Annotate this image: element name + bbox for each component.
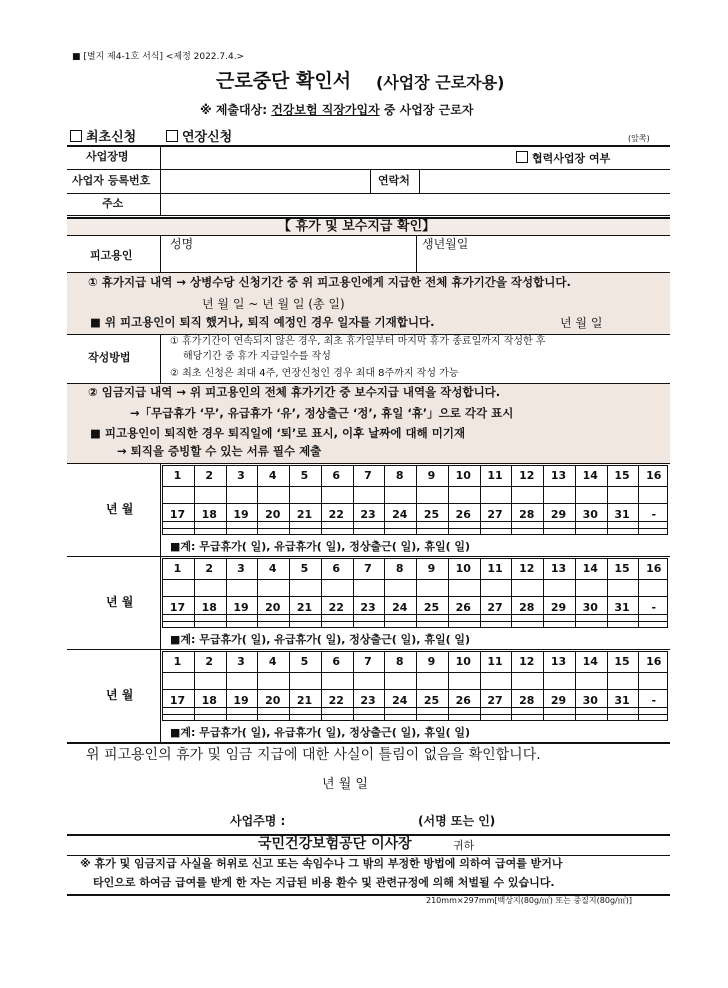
divider (162, 614, 668, 615)
divider (67, 169, 670, 170)
calendar-day-cell[interactable]: 1 (173, 562, 182, 575)
calendar-day-cell[interactable]: 14 (582, 562, 598, 575)
warning-line-2: 타인으로 하여금 급여를 받게 한 자는 지급된 비용 환수 및 관련규정에 의해 처벌될 수 있습니다. (93, 876, 555, 889)
divider (162, 621, 668, 622)
sign-label[interactable]: (서명 또는 인) (418, 814, 496, 828)
calendar-day-cell[interactable]: 16 (646, 469, 662, 482)
address-field[interactable] (162, 195, 668, 213)
divider (162, 689, 668, 690)
method-2: ② 최초 신청은 최대 4주, 연장신청인 경우 최대 8주까지 작성 가능 (170, 368, 459, 379)
calendar-day-cell[interactable]: 28 (519, 508, 535, 521)
divider (162, 707, 668, 708)
owner-name-field[interactable] (300, 812, 410, 830)
divider (67, 649, 670, 650)
calendar-day-cell[interactable]: 26 (455, 508, 471, 521)
divider (162, 596, 668, 597)
partner-checkbox[interactable] (516, 151, 528, 163)
confirm-statement: 위 피고용인의 휴가 및 임금 지급에 대한 사실이 틀림이 없음을 확인합니다. (86, 747, 541, 763)
calendar-day-cell[interactable]: 27 (487, 694, 503, 707)
calendar-day-cell[interactable]: 25 (423, 601, 440, 614)
calendar-day-cell[interactable]: - (651, 601, 657, 614)
calendar-day-cell[interactable]: 2 (205, 655, 214, 668)
calendar-day-cell[interactable]: 12 (519, 469, 535, 482)
workplace-name-field[interactable] (162, 147, 502, 167)
calendar-day-cell[interactable]: 13 (550, 562, 567, 575)
divider (162, 486, 668, 487)
calendar-day-cell[interactable]: 20 (265, 508, 281, 521)
calendar-day-cell[interactable]: 13 (550, 655, 567, 668)
calendar-day-cell[interactable]: 9 (427, 655, 436, 668)
target-note (200, 104, 473, 116)
calendar-month-label[interactable]: 년 월 (106, 502, 134, 516)
calendar-day-cell[interactable]: - (651, 694, 657, 707)
method-label: 작성방법 (88, 351, 131, 364)
calendar-day-cell[interactable]: 8 (395, 655, 404, 668)
vacation-period[interactable]: 년 월 일 ~ 년 월 일 (총 일) (202, 297, 345, 311)
first-apply-checkbox[interactable] (70, 130, 82, 142)
divider (160, 556, 161, 649)
calendar-day-cell[interactable]: 31 (614, 508, 630, 521)
divider (416, 235, 417, 272)
page-title-sub: (사업장 근로자용) (376, 73, 505, 92)
calendar-day-cell[interactable]: 17 (169, 508, 186, 521)
calendar-day-cell[interactable]: 20 (265, 694, 281, 707)
calendar-day-cell[interactable]: 10 (455, 562, 471, 575)
calendar-day-cell[interactable]: 11 (487, 469, 503, 482)
calendar-day-cell[interactable]: 19 (233, 601, 249, 614)
divider (162, 672, 668, 673)
calendar-day-cell[interactable]: 21 (296, 694, 313, 707)
calendar-month-label[interactable]: 년 월 (106, 595, 134, 609)
recipient-suffix: 귀하 (453, 839, 475, 852)
divider (162, 714, 668, 715)
calendar-day-cell[interactable]: 18 (201, 694, 217, 707)
workplace-name-label: 사업장명 (86, 150, 129, 163)
method-1a: ① 휴가기간이 연속되지 않은 경우, 최초 휴가일부터 마지막 휴가 종료일까지 작성한 후 (170, 336, 546, 347)
calendar-day-cell[interactable]: 30 (582, 601, 598, 614)
divider (67, 215, 670, 216)
divider (160, 235, 161, 272)
calendar-day-cell[interactable]: 24 (392, 508, 408, 521)
calendar-day-cell[interactable]: 16 (646, 562, 662, 575)
calendar-day-cell[interactable]: 3 (237, 469, 245, 482)
calendar-day-cell[interactable]: 27 (487, 508, 503, 521)
calendar-day-cell[interactable]: 1 (173, 469, 182, 482)
divider (160, 649, 161, 742)
calendar-day-cell[interactable]: 4 (268, 562, 277, 575)
calendar-day-cell[interactable]: 5 (300, 469, 309, 482)
calendar-day-cell[interactable]: 14 (582, 469, 598, 482)
calendar-day-cell[interactable]: 6 (332, 469, 341, 482)
calendar-day-cell[interactable]: 29 (550, 508, 567, 521)
part2-proof-note: → 퇴직을 증빙할 수 있는 서류 필수 제출 (117, 444, 322, 458)
calendar-day-cell[interactable]: 12 (519, 562, 535, 575)
calendar-day-cell[interactable]: 21 (296, 508, 313, 521)
calendar-day-cell[interactable]: 4 (268, 469, 277, 482)
calendar-day-cell[interactable]: 5 (300, 655, 309, 668)
divider (162, 528, 668, 529)
calendar-day-cell[interactable]: 7 (364, 469, 372, 482)
reg-no-label: 사업자 등록번호 (72, 174, 151, 187)
calendar-day-cell[interactable]: 28 (519, 601, 535, 614)
recipient: 국민건강보험공단 이사장 (258, 836, 412, 852)
calendar-day-cell[interactable]: 19 (233, 694, 249, 707)
divider (67, 334, 670, 335)
calendar-day-cell[interactable]: 29 (550, 601, 567, 614)
reg-no-field[interactable] (162, 171, 368, 191)
insured-name-field[interactable] (162, 252, 414, 270)
calendar-day-cell[interactable]: 28 (519, 694, 535, 707)
address-label: 주소 (102, 197, 124, 210)
calendar-day-cell[interactable]: 24 (392, 601, 408, 614)
calendar-day-cell[interactable]: 11 (487, 655, 503, 668)
owner-label: 사업주명 : (230, 814, 286, 828)
calendar-day-cell[interactable]: 6 (332, 562, 341, 575)
divider (67, 855, 670, 856)
calendar-day-cell[interactable]: 23 (360, 694, 376, 707)
extend-apply-checkbox[interactable] (166, 130, 178, 142)
calendar-day-cell[interactable]: 19 (233, 508, 249, 521)
divider (160, 334, 161, 383)
part1-heading: ① 휴가지급 내역 → 상병수당 신청기간 중 위 피고용인에게 지급한 전체 휴가기간을 작성합니다. (88, 275, 571, 289)
target-prefix: ※ 제출대상: (200, 103, 268, 117)
calendar-month-label[interactable]: 년 월 (106, 688, 134, 702)
calendar-totals[interactable]: ■계: 무급휴가( 일), 유급휴가( 일), 정상출근( 일), 휴일( 일) (170, 726, 471, 739)
calendar-day-cell[interactable]: 14 (582, 655, 598, 668)
calendar-day-cell[interactable]: 24 (392, 694, 408, 707)
calendar-day-cell[interactable]: 22 (328, 694, 344, 707)
calendar-day-cell[interactable]: 29 (550, 694, 567, 707)
contact-field[interactable] (421, 171, 668, 191)
calendar-day-cell[interactable]: 17 (169, 694, 186, 707)
calendar-day-cell[interactable]: 20 (265, 601, 281, 614)
divider (67, 193, 670, 194)
calendar-day-cell[interactable]: 9 (427, 469, 436, 482)
divider (160, 463, 161, 556)
calendar-day-cell[interactable]: 25 (423, 508, 440, 521)
part2-heading: ② 임금지급 내역 → 위 피고용인의 전체 휴가기간 중 보수지급 내역을 작성합니다. (88, 385, 501, 399)
calendar-day-cell[interactable]: 23 (360, 601, 376, 614)
insured-name-label: 성명 (170, 237, 194, 251)
calendar-day-cell[interactable]: 7 (364, 562, 372, 575)
calendar-day-cell[interactable]: 11 (487, 562, 503, 575)
page-side: (앞쪽) (628, 134, 650, 143)
calendar-totals[interactable]: ■계: 무급휴가( 일), 유급휴가( 일), 정상출근( 일), 휴일( 일) (170, 540, 471, 553)
calendar-day-cell[interactable]: 17 (169, 601, 186, 614)
calendar-day-cell[interactable]: 31 (614, 601, 630, 614)
calendar-day-cell[interactable]: 2 (205, 469, 214, 482)
calendar-day-cell[interactable]: 6 (332, 655, 341, 668)
partner-workplace-option[interactable]: 협력사업장 여부 (516, 151, 610, 164)
calendar-day-cell[interactable]: 10 (455, 469, 471, 482)
divider (162, 579, 668, 580)
calendar-day-cell[interactable]: 16 (646, 655, 662, 668)
contact-label: 연락처 (378, 174, 410, 187)
target-underlined: 건강보험 직장가입자 (271, 103, 380, 117)
calendar-day-cell[interactable]: 8 (395, 469, 404, 482)
calendar-day-cell[interactable]: 15 (614, 469, 630, 482)
calendar-day-cell[interactable]: 15 (614, 562, 630, 575)
extend-apply-option[interactable]: 연장신청 (166, 130, 232, 144)
divider (67, 556, 670, 557)
retire-note: ■ 위 피고용인이 퇴직 했거나, 퇴직 예정인 경우 일자를 기재합니다. (90, 315, 435, 329)
method-1b: 해당기간 중 휴가 지급일수를 작성 (183, 351, 331, 362)
target-suffix: 중 사업장 근로자 (383, 103, 474, 117)
calendar-day-cell[interactable]: 12 (519, 655, 535, 668)
divider (67, 742, 670, 744)
calendar-day-cell[interactable]: 1 (173, 655, 182, 668)
divider (67, 463, 670, 464)
divider (160, 145, 161, 215)
calendar-day-cell[interactable]: 5 (300, 562, 309, 575)
calendar-day-cell[interactable]: 22 (328, 508, 344, 521)
calendar-day-cell[interactable]: 30 (582, 694, 598, 707)
calendar-day-cell[interactable]: - (651, 508, 657, 521)
calendar-day-cell[interactable]: 23 (360, 508, 376, 521)
retire-date[interactable]: 년 월 일 (560, 316, 603, 330)
divider (67, 235, 670, 236)
calendar-day-cell[interactable]: 3 (237, 655, 245, 668)
calendar-day-cell[interactable]: 25 (423, 694, 440, 707)
calendar-day-cell[interactable]: 7 (364, 655, 372, 668)
calendar-day-cell[interactable]: 18 (201, 601, 217, 614)
calendar-day-cell[interactable]: 22 (328, 601, 344, 614)
confirm-date[interactable]: 년 월 일 (322, 777, 368, 792)
calendar-day-cell[interactable]: 26 (455, 601, 471, 614)
insured-label: 피고용인 (90, 249, 133, 262)
form-number: ■ [별지 제4-1호 서식] <제정 2022.7.4.> (72, 52, 245, 62)
divider (370, 169, 371, 193)
calendar-day-cell[interactable]: 3 (237, 562, 245, 575)
calendar-day-cell[interactable]: 13 (550, 469, 567, 482)
paper-spec: 210mm×297mm[백상지(80g/㎡) 또는 중질지(80g/㎡)] (426, 896, 632, 905)
calendar-day-cell[interactable]: 21 (296, 601, 313, 614)
calendar-day-cell[interactable]: 26 (455, 694, 471, 707)
divider (162, 521, 668, 522)
part2-legend: →「무급휴가 ‘무’, 유급휴가 ‘유’, 정상출근 ‘정’, 휴일 ‘휴’」으로 각각 표시 (130, 406, 514, 420)
calendar-day-cell[interactable]: 9 (427, 562, 436, 575)
first-apply-option[interactable]: 최초신청 (70, 130, 136, 144)
calendar-day-cell[interactable]: 27 (487, 601, 503, 614)
calendar-day-cell[interactable]: 30 (582, 508, 598, 521)
calendar-day-cell[interactable]: 8 (395, 562, 404, 575)
part2-retire-mark: ■ 피고용인이 퇴직한 경우 퇴직일에 ‘퇴’로 표시, 이후 날짜에 대해 미기재 (90, 426, 466, 440)
calendar-day-cell[interactable]: 10 (455, 655, 471, 668)
warning-line-1: ※ 휴가 및 임금지급 사실을 허위로 신고 또는 속임수나 그 밖의 부정한 방법에 의하여 급여를 받거나 (80, 857, 563, 870)
calendar-day-cell[interactable]: 18 (201, 508, 217, 521)
birth-field[interactable] (418, 252, 668, 270)
calendar-totals[interactable]: ■계: 무급휴가( 일), 유급휴가( 일), 정상출근( 일), 휴일( 일) (170, 633, 471, 646)
birth-label: 생년월일 (422, 237, 469, 251)
calendar-day-cell[interactable]: 4 (268, 655, 277, 668)
divider (162, 503, 668, 504)
page-title: 근로중단 확인서 (216, 70, 352, 92)
divider (419, 169, 420, 193)
calendar-day-cell[interactable]: 15 (614, 655, 630, 668)
calendar-day-cell[interactable]: 31 (614, 694, 630, 707)
section-title: 【 휴가 및 보수지급 확인】 (278, 219, 436, 234)
calendar-day-cell[interactable]: 2 (205, 562, 214, 575)
